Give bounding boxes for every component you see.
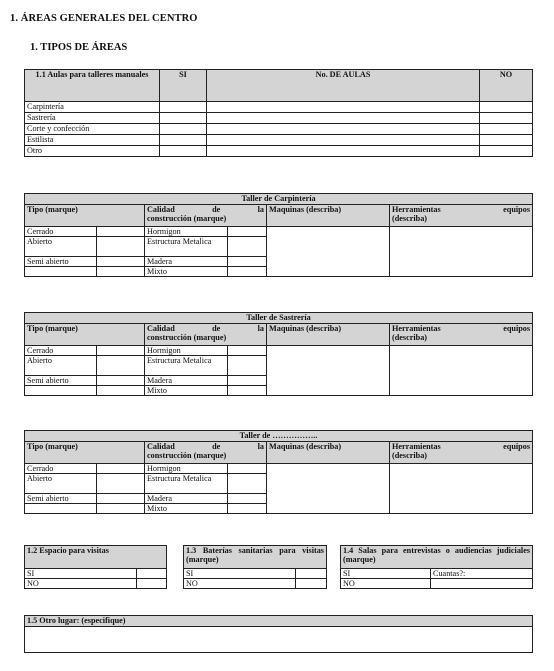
tipo-label: Semi abierto: [25, 494, 97, 504]
herr-word: equipos: [503, 205, 531, 214]
subsection-heading: 1. TIPOS DE ÁREAS: [30, 42, 128, 53]
calidad-mark[interactable]: [228, 346, 267, 356]
calidad-word: Calidad: [147, 324, 175, 333]
tipo-label: Cerrado: [25, 227, 97, 237]
herr-line2: (describa): [392, 451, 428, 460]
tipo-header: Tipo (marque): [25, 442, 145, 464]
section-heading: 1. ÁREAS GENERALES DEL CENTRO: [10, 13, 198, 24]
otro-field[interactable]: [25, 627, 533, 653]
calidad-label: Estructura Metalica: [145, 356, 228, 376]
calidad-word: la: [257, 442, 264, 451]
salas-cuantas[interactable]: Cuantas?:: [431, 569, 533, 579]
taller-table: [24, 312, 533, 396]
baterias-no: NO: [184, 579, 296, 589]
aulas-header: 1.1 Aulas para talleres manuales: [25, 70, 160, 102]
no-aulas-cell[interactable]: [207, 124, 480, 135]
calidad-word: la: [257, 205, 264, 214]
calidad-word: de: [212, 442, 221, 451]
taller-title: Taller de ……………..: [25, 431, 533, 442]
tipo-label: Abierto: [25, 237, 97, 257]
calidad-mark[interactable]: [228, 356, 267, 376]
tipo-header: Tipo (marque): [25, 324, 145, 346]
baterias-si-cell[interactable]: [296, 569, 327, 579]
no-cell[interactable]: [480, 102, 533, 113]
maquinas-field[interactable]: [267, 346, 390, 396]
calidad-mark[interactable]: [228, 494, 267, 504]
calidad-line2: construcción (marque): [147, 214, 227, 223]
tipo-mark[interactable]: [97, 227, 145, 237]
aula-row-label: Corte y confección: [25, 124, 160, 135]
tipo-mark[interactable]: [97, 464, 145, 474]
aulas-table: [24, 69, 533, 157]
visitas-no-cell[interactable]: [137, 579, 167, 589]
no-aulas-cell[interactable]: [207, 135, 480, 146]
herramientas-field[interactable]: [390, 346, 533, 396]
si-cell[interactable]: [160, 124, 207, 135]
calidad-mark[interactable]: [228, 267, 267, 277]
calidad-mark[interactable]: [228, 474, 267, 494]
herr-word: Herramientas: [392, 442, 441, 451]
tipo-mark[interactable]: [97, 494, 145, 504]
si-cell[interactable]: [160, 146, 207, 157]
visitas-table: [24, 545, 167, 589]
no-header: NO: [480, 70, 533, 102]
tipo-label: Semi abierto: [25, 376, 97, 386]
herr-line2: (describa): [392, 214, 428, 223]
visitas-si-cell[interactable]: [137, 569, 167, 579]
baterias-no-cell[interactable]: [296, 579, 327, 589]
herr-word: equipos: [503, 442, 531, 451]
tipo-mark[interactable]: [97, 267, 145, 277]
calidad-mark[interactable]: [228, 257, 267, 267]
calidad-word: Calidad: [147, 442, 175, 451]
calidad-label: Estructura Metalica: [145, 237, 228, 257]
taller-table: [24, 193, 533, 277]
si-cell[interactable]: [160, 102, 207, 113]
calidad-label: Madera: [145, 494, 228, 504]
aula-row-label: Estilista: [25, 135, 160, 146]
tipo-mark[interactable]: [97, 474, 145, 494]
calidad-line2: construcción (marque): [147, 333, 227, 342]
visitas-no: NO: [25, 579, 137, 589]
aula-row-label: Sastrería: [25, 113, 160, 124]
herramientas-field[interactable]: [390, 227, 533, 277]
tipo-mark[interactable]: [97, 346, 145, 356]
calidad-mark[interactable]: [228, 376, 267, 386]
calidad-header: [145, 205, 267, 227]
calidad-label: Mixto: [145, 267, 228, 277]
maquinas-header: Maquinas (describa): [267, 442, 390, 464]
salas-no-cell[interactable]: [431, 579, 533, 589]
si-cell[interactable]: [160, 113, 207, 124]
salas-title: 1.4 Salas para entrevistas o audiencias judiciales (marque): [341, 546, 533, 569]
calidad-mark[interactable]: [228, 227, 267, 237]
maquinas-field[interactable]: [267, 464, 390, 514]
calidad-label: Madera: [145, 376, 228, 386]
calidad-word: de: [212, 324, 221, 333]
no-aulas-cell[interactable]: [207, 113, 480, 124]
tipo-label: Semi abierto: [25, 257, 97, 267]
tipo-mark[interactable]: [97, 257, 145, 267]
tipo-mark[interactable]: [97, 386, 145, 396]
herr-line2: (describa): [392, 333, 428, 342]
calidad-word: Calidad: [147, 205, 175, 214]
tipo-empty[interactable]: [25, 386, 97, 396]
no-cell[interactable]: [480, 135, 533, 146]
aula-row-label: Carpintería: [25, 102, 160, 113]
tipo-mark[interactable]: [97, 504, 145, 514]
tipo-empty[interactable]: [25, 504, 97, 514]
si-header: SI: [160, 70, 207, 102]
maquinas-header: Maquinas (describa): [267, 324, 390, 346]
tipo-mark[interactable]: [97, 237, 145, 257]
herr-word: Herramientas: [392, 205, 441, 214]
tipo-header: Tipo (marque): [25, 205, 145, 227]
no-aulas-cell[interactable]: [207, 102, 480, 113]
calidad-label: Mixto: [145, 386, 228, 396]
aula-row-label: Otro: [25, 146, 160, 157]
calidad-mark[interactable]: [228, 237, 267, 257]
calidad-mark[interactable]: [228, 386, 267, 396]
tipo-label: Cerrado: [25, 464, 97, 474]
calidad-label: Madera: [145, 257, 228, 267]
salas-no: NO: [341, 579, 431, 589]
herramientas-header: [390, 442, 533, 464]
herr-word: Herramientas: [392, 324, 441, 333]
calidad-word: de: [212, 205, 221, 214]
tipo-mark[interactable]: [97, 376, 145, 386]
calidad-word: la: [257, 324, 264, 333]
calidad-line2: construcción (marque): [147, 451, 227, 460]
calidad-label: Hormigon: [145, 464, 228, 474]
calidad-mark[interactable]: [228, 464, 267, 474]
no-aulas-cell[interactable]: [207, 146, 480, 157]
no-aulas-header: No. DE AULAS: [207, 70, 480, 102]
taller-title: Taller de Sastrería: [25, 313, 533, 324]
calidad-label: Estructura Metalica: [145, 474, 228, 494]
calidad-header: [145, 324, 267, 346]
taller-title: Taller de Carpintería: [25, 194, 533, 205]
herramientas-header: [390, 205, 533, 227]
tipo-empty[interactable]: [25, 267, 97, 277]
visitas-title: 1.2 Espacio para visitas: [25, 546, 167, 569]
visitas-si: SI: [25, 569, 137, 579]
herramientas-field[interactable]: [390, 464, 533, 514]
baterias-si: SI: [184, 569, 296, 579]
taller-table: [24, 430, 533, 514]
no-cell[interactable]: [480, 146, 533, 157]
calidad-header: [145, 442, 267, 464]
tipo-label: Abierto: [25, 356, 97, 376]
maquinas-header: Maquinas (describa): [267, 205, 390, 227]
calidad-label: Mixto: [145, 504, 228, 514]
maquinas-field[interactable]: [267, 227, 390, 277]
no-cell[interactable]: [480, 124, 533, 135]
tipo-mark[interactable]: [97, 356, 145, 376]
salas-table: [340, 545, 533, 589]
otro-title: 1.5 Otro lugar: (especifique): [25, 616, 533, 627]
calidad-label: Hormigon: [145, 227, 228, 237]
no-cell[interactable]: [480, 113, 533, 124]
baterias-title: 1.3 Baterías sanitarias para visitas (marque): [184, 546, 327, 569]
otro-table: [24, 615, 533, 653]
salas-si: SI: [341, 569, 431, 579]
tipo-label: Abierto: [25, 474, 97, 494]
tipo-label: Cerrado: [25, 346, 97, 356]
calidad-label: Hormigon: [145, 346, 228, 356]
calidad-mark[interactable]: [228, 504, 267, 514]
herr-word: equipos: [503, 324, 531, 333]
baterias-table: [183, 545, 327, 589]
herramientas-header: [390, 324, 533, 346]
si-cell[interactable]: [160, 135, 207, 146]
